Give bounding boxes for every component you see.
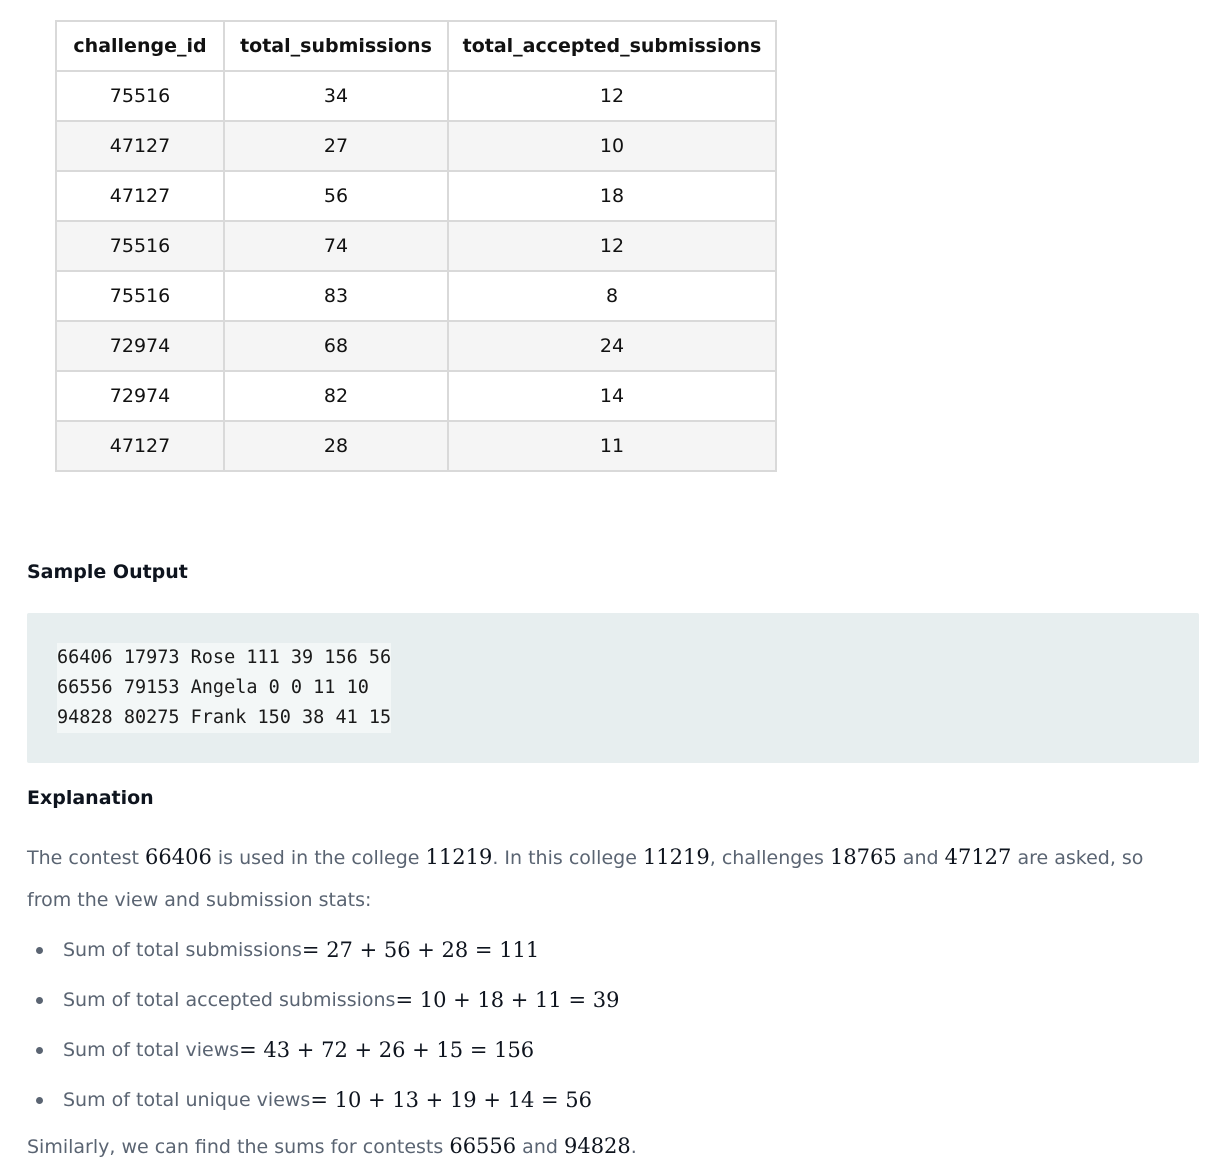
- table-cell: 75516: [56, 271, 224, 321]
- table-cell: 18: [448, 171, 776, 221]
- math-number: 47127: [944, 845, 1012, 869]
- list-item: Sum of total accepted submissions = 10 + 18 + 11 = 39: [30, 975, 619, 1025]
- table-row: [56, 271, 776, 321]
- math-expression: = 43 + 72 + 26 + 15 = 156: [239, 1038, 535, 1062]
- sums-list: [30, 925, 619, 1125]
- code-text: [57, 643, 391, 733]
- list-item: Sum of total submissions = 27 + 56 + 28 = 111: [30, 925, 619, 975]
- table-cell: 12: [448, 221, 776, 271]
- table-cell: 47127: [56, 421, 224, 471]
- math-number: 11219: [642, 845, 710, 869]
- bullet-icon: [36, 947, 43, 954]
- sample-output-heading: Sample Output: [27, 561, 188, 583]
- explanation-heading: Explanation: [27, 787, 154, 809]
- table-row: [56, 421, 776, 471]
- table-cell: 68: [224, 321, 448, 371]
- table-header-row: [56, 21, 776, 71]
- table-row: [56, 371, 776, 421]
- table-cell: 72974: [56, 371, 224, 421]
- column-header: challenge_id: [56, 21, 224, 71]
- table-cell: 10: [448, 121, 776, 171]
- math-number: 11219: [425, 845, 493, 869]
- column-header: total_accepted_submissions: [448, 21, 776, 71]
- table-cell: 27: [224, 121, 448, 171]
- table-row: [56, 171, 776, 221]
- closing-paragraph: Similarly, we can find the sums for contests 66556 and 94828.: [27, 1134, 637, 1158]
- table-row: [56, 221, 776, 271]
- table-cell: 74: [224, 221, 448, 271]
- bullet-icon: [36, 1047, 43, 1054]
- table-cell: 24: [448, 321, 776, 371]
- code-line: 66556 79153 Angela 0 0 11 10: [57, 677, 369, 698]
- column-header: total_submissions: [224, 21, 448, 71]
- math-expression: = 27 + 56 + 28 = 111: [301, 938, 540, 962]
- math-number: 66406: [145, 845, 212, 869]
- table-row: [56, 321, 776, 371]
- math-expression: = 10 + 18 + 11 = 39: [395, 988, 620, 1012]
- math-expression: = 10 + 13 + 19 + 14 = 56: [310, 1088, 593, 1112]
- sample-output-code-block: [27, 613, 1199, 763]
- math-number: 94828: [563, 1134, 631, 1158]
- code-line: 66406 17973 Rose 111 39 156 56: [57, 647, 392, 668]
- table-cell: 28: [224, 421, 448, 471]
- list-item: Sum of total views = 43 + 72 + 26 + 15 = 156: [30, 1025, 619, 1075]
- explanation-paragraph: The contest 66406 is used in the college 11219. In this college 11219, challenges 18765 and 47127 are asked, so from the view and submission stats:: [27, 845, 1144, 911]
- table-cell: 72974: [56, 321, 224, 371]
- table-cell: 12: [448, 71, 776, 121]
- math-number: 18765: [829, 845, 897, 869]
- table-cell: 47127: [56, 121, 224, 171]
- table-cell: 82: [224, 371, 448, 421]
- table-cell: 47127: [56, 171, 224, 221]
- table-cell: 75516: [56, 221, 224, 271]
- list-item: Sum of total unique views = 10 + 13 + 19 + 14 = 56: [30, 1075, 619, 1125]
- table-cell: 14: [448, 371, 776, 421]
- bullet-icon: [36, 997, 43, 1004]
- submissions-table: [55, 20, 777, 472]
- table-cell: 34: [224, 71, 448, 121]
- code-line: 94828 80275 Frank 150 38 41 15: [57, 707, 392, 728]
- math-number: 66556: [449, 1134, 517, 1158]
- table-cell: 83: [224, 271, 448, 321]
- bullet-icon: [36, 1097, 43, 1104]
- table-row: [56, 71, 776, 121]
- table-cell: 56: [224, 171, 448, 221]
- table-cell: 8: [448, 271, 776, 321]
- table-cell: 11: [448, 421, 776, 471]
- table-row: [56, 121, 776, 171]
- table-cell: 75516: [56, 71, 224, 121]
